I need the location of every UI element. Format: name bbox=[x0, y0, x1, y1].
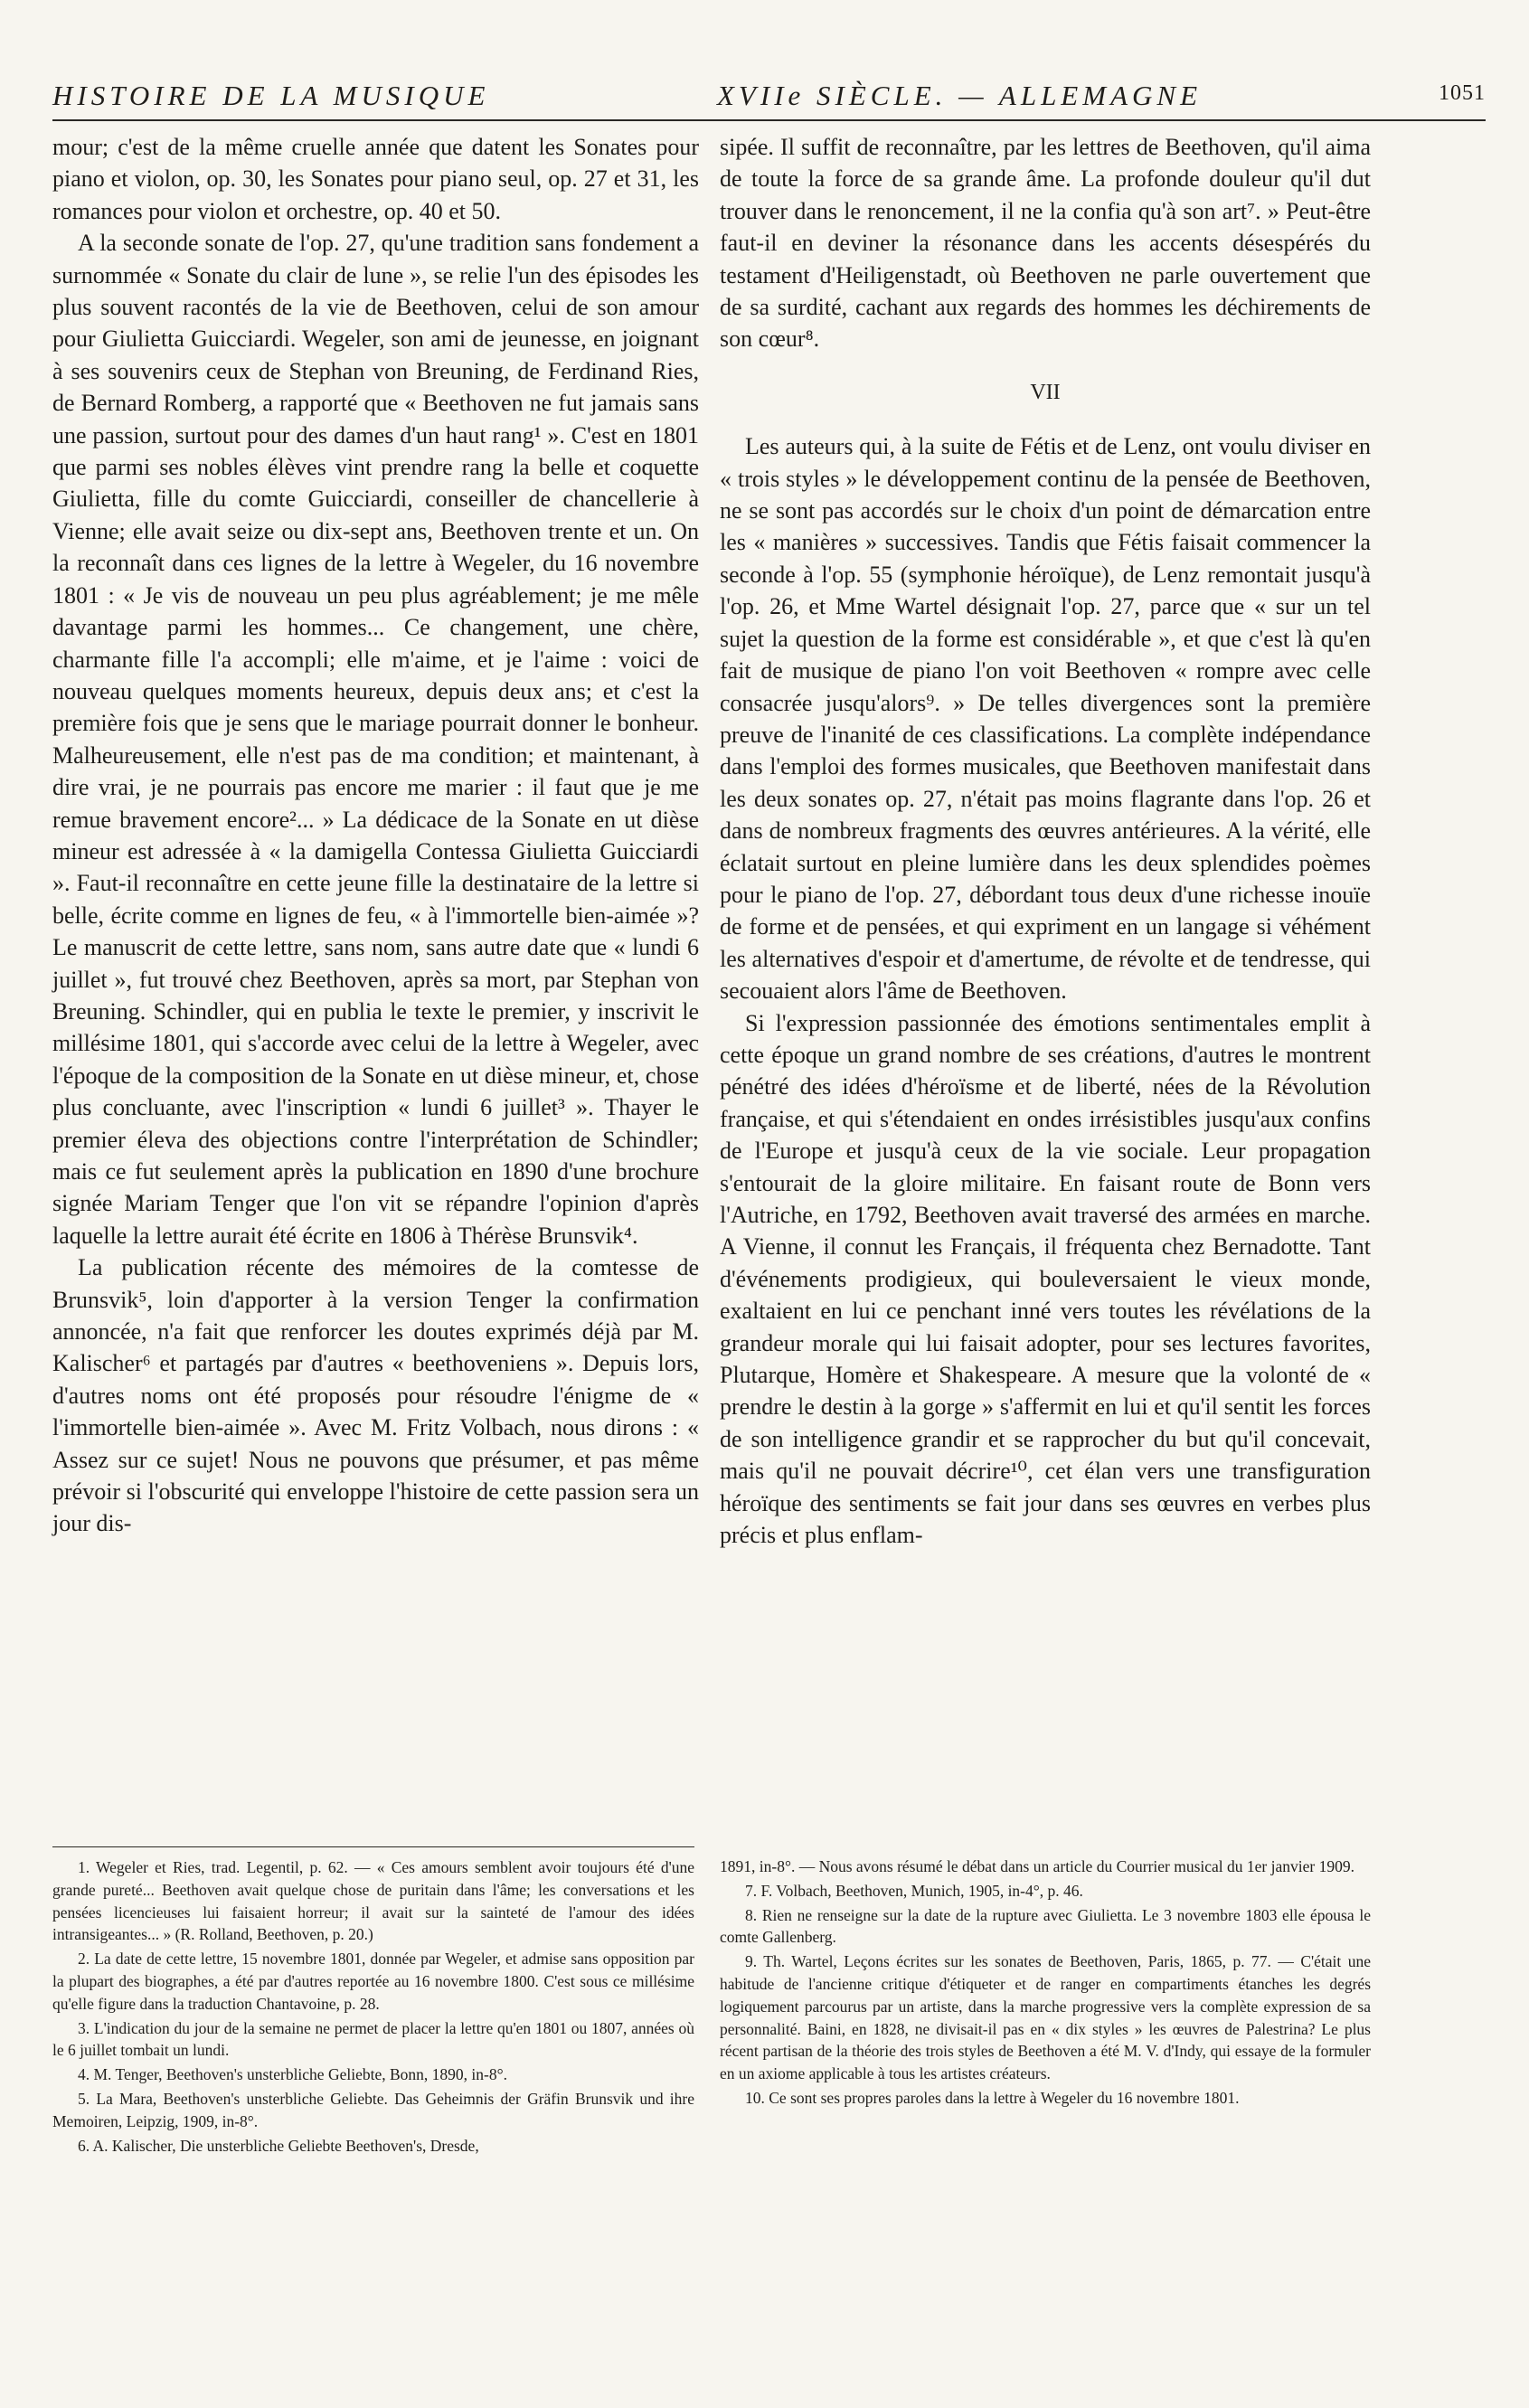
footnote: 2. La date de cette lettre, 15 novembre 1801, donnée par Wegeler, et admise sans opposition par la plupart des biographes, a été par d'autres reportée au 16 novembre 1800. C'est sous ce millésime qu'elle figure dans la traduction Chantavoine, p. 28. bbox=[52, 1950, 694, 2013]
paragraph: sipée. Il suffit de reconnaître, par les lettres de Beethoven, qu'il aima de toute la force de sa grande âme. La profonde douleur qu'il dut trouver dans le renoncement, il ne la confia qu'à son art⁷. » Peut-être faut-il en deviner la résonance dans les accents désespérés du testament d'Heiligenstadt, où Beethoven ne parle ouvertement que de sa surdité, cachant aux regards des hommes les déchirements de son cœur⁸. bbox=[720, 134, 1371, 353]
header-title-right: XVIIe SIÈCLE. — ALLEMAGNE bbox=[717, 80, 1203, 111]
footnote: 10. Ce sont ses propres paroles dans la lettre à Wegeler du 16 novembre 1801. bbox=[745, 2088, 1240, 2107]
footnote: 8. Rien ne renseigne sur la date de la rupture avec Giulietta. Le 3 novembre 1803 elle épousa le comte Gallenberg. bbox=[720, 1905, 1371, 1947]
paragraph: mour; c'est de la même cruelle année que datent les Sonates pour piano et violon, op. 30, les Sonates pour piano seul, op. 27 et 31, les romances pour violon et orchestre, op. 40 et 50. bbox=[52, 134, 699, 224]
left-text-column bbox=[52, 131, 699, 1540]
footnotes-right bbox=[720, 1846, 1371, 2111]
running-header bbox=[52, 76, 1486, 121]
paragraph: Si l'expression passionnée des émotions sentimentales emplit à cette époque un grand nombre de ses créations, d'autres le montrent pénétré des idées d'héroïsme et de liberté, nées de la Révolution française, et qui s'étendaient en ondes irrésistibles jusqu'aux confins de l'Europe et jusqu'à ceux de la vie sociale. Leur propagation s'entourait de la gloire militaire. En faisant route de Bonn vers l'Autriche, en 1792, Beethoven avait traversé des armées en marche. A Vienne, il connut les Français, il fréquenta chez Bernadotte. Tant d'événements prodigieux, qui bouleversaient le vieux monde, exaltaient en lui ce penchant inné vers toutes les révélations de la grandeur morale qui lui faisait adopter, pour ses lectures favorites, Plutarque, Homère et Shakespeare. A mesure que la volonté de « prendre le destin à la gorge » s'affermit en lui et qu'il sentit les forces de son intelligence grandir et se rapprocher du but qu'il concevait, mais qu'il ne pouvait décrire¹⁰, cet élan vers une transfiguration héroïque des sentiments se fait jour dans ses œuvres en verbes plus précis et plus enflam- bbox=[720, 1009, 1371, 1549]
footnote: 1. Wegeler et Ries, trad. Legentil, p. 62. — « Ces amours semblent avoir toujours été d'une grande pureté... Beethoven avait quelque chose de puritain dans l'âme; les conversations et les pensées licencieuses lui faisaient horreur; il avait sur la sainteté de l'amour des idées intransigeantes... » (R. Rolland, Beethoven, p. 20.) bbox=[52, 1858, 694, 1944]
paragraph: A la seconde sonate de l'op. 27, qu'une tradition sans fondement a surnommée « Sonate du clair de lune », se relie l'un des épisodes les plus souvent racontés de la vie de Beethoven, celui de son amour pour Giulietta Guicciardi. Wegeler, son ami de jeunesse, en joignant à ses souvenirs ceux de Stephan von Breuning, de Ferdinand Ries, de Bernard Romberg, a rapporté que « Beethoven ne fut jamais sans une passion, surtout pour des dames d'un haut rang¹ ». C'est en 1801 que parmi ses nobles élèves vint prendre rang la belle et coquette Giulietta, fille du comte Guicciardi, conseiller de chancellerie à Vienne; elle avait seize ou dix-sept ans, Beethoven trente et un. On la reconnaît dans ces lignes de la lettre à Wegeler, du 16 novembre 1801 : « Je vis de nouveau un peu plus agréablement; je me mêle davantage parmi les hommes... Ce changement, une chère, charmante fille l'a accompli; elle m'aime, et je l'aime : voici de nouveau quelques moments heureux, depuis deux ans; et c'est la première fois que je sens que le mariage pourrait donner le bonheur. Malheureusement, elle n'est pas de ma condition; et maintenant, à dire vrai, je ne pourrais pas encore me marier : il faut que je me remue bravement encore²... » La dédicace de la Sonate en ut dièse mineur est adressée à « la damigella Contessa Giulietta Guicciardi ». Faut-il reconnaître en cette jeune fille la destinataire de la lettre si belle, écrite comme en lignes de feu, « à l'immortelle bien-aimée »? Le manuscrit de cette lettre, sans nom, sans autre date que « lundi 6 juillet », fut trouvé chez Beethoven, après sa mort, par Stephan von Breuning. Schindler, qui en publia le texte le premier, y inscrivit le millésime 1801, qui s'accorde avec celui de la lettre à Wegeler, avec l'époque de la composition de la Sonate en ut dièse mineur, et, chose plus concluante, avec l'inscription « lundi 6 juillet³ ». Thayer le premier éleva des objections contre l'interprétation de Schindler; mais ce fut seulement après la publication en 1890 d'une brochure signée Mariam Tenger que l'on vit se répandre l'opinion d'après laquelle la lettre aurait été écrite en 1806 à Thérèse Brunsvik⁴. bbox=[52, 230, 699, 1249]
footnote: 6. A. Kalischer, Die unsterbliche Geliebte Beethoven's, Dresde, bbox=[78, 2136, 479, 2155]
footnote: 4. M. Tenger, Beethoven's unsterbliche Geliebte, Bonn, 1890, in-8°. bbox=[78, 2065, 507, 2084]
right-text-column bbox=[720, 131, 1371, 1551]
footnotes-left bbox=[52, 1846, 694, 2158]
footnote: 3. L'indication du jour de la semaine ne permet de placer la lettre qu'en 1801 ou 1807, années où le 6 juillet tombait un lundi. bbox=[52, 2018, 694, 2060]
paragraph: Les auteurs qui, à la suite de Fétis et de Lenz, ont voulu diviser en « trois styles » le développement continu de la pensée de Beethoven, ne se sont pas accordés sur le choix d'un point de démarcation entre les « manières » successives. Tandis que Fétis faisait commencer la seconde à l'op. 55 (symphonie héroïque), de Lenz remontait jusqu'à l'op. 26, et Mme Wartel désignait l'op. 27, parce que « sur un tel sujet la question de la forme est considérable », et que c'est là qu'en fait de musique de piano l'on voit Beethoven « rompre avec celle consacrée jusqu'alors⁹. » De telles divergences sont la première preuve de l'inanité de ces classifications. La complète indépendance dans l'emploi des formes musicales, que Beethoven manifestait dans les deux sonates op. 27, n'était pas moins flagrante dans l'op. 26 et dans de nombreux fragments des œuvres antérieures. A la vérité, elle éclatait surtout en pleine lumière dans les deux splendides poèmes pour le piano de l'op. 27, débordant tous deux d'une richesse inouïe de forme et de pensées, et qui expriment en un langage si véhément les alternatives d'espoir et d'amertume, de révolte et de tendresse, qui secouaient alors l'âme de Beethoven. bbox=[720, 433, 1371, 1005]
footnote: 5. La Mara, Beethoven's unsterbliche Geliebte. Das Geheimnis der Gräfin Brunsvik und ihre Memoiren, Leipzig, 1909, in-8°. bbox=[52, 2089, 694, 2130]
header-title-left: HISTOIRE DE LA MUSIQUE bbox=[52, 80, 490, 111]
footnote: 7. F. Volbach, Beethoven, Munich, 1905, in-4°, p. 46. bbox=[745, 1881, 1083, 1900]
footnote: 1891, in-8°. — Nous avons résumé le débat dans un article du Courrier musical du 1er janvier 1909. bbox=[720, 1857, 1354, 1875]
section-number: VII bbox=[1030, 380, 1061, 404]
page-number: 1051 bbox=[1439, 81, 1486, 105]
paragraph: La publication récente des mémoires de la comtesse de Brunsvik⁵, loin d'apporter à la version Tenger la confirmation annoncée, n'a fait que renforcer les doutes exprimés déjà par M. Kalischer⁶ et partagés par d'autres « beethoveniens ». Depuis lors, d'autres noms ont été proposés pour résoudre l'énigme de « l'immortelle bien-aimée ». Avec M. Fritz Volbach, nous dirons : « Assez sur ce sujet! Nous ne pouvons que présumer, et pas même prévoir si l'obscurité qui enveloppe l'histoire de cette passion sera un jour dis- bbox=[52, 1254, 699, 1537]
footnote: 9. Th. Wartel, Leçons écrites sur les sonates de Beethoven, Paris, 1865, p. 77. — C'était une habitude de l'ancienne critique d'étiqueter et de ranger en compartiments étanches les degrés logiquement parcourus par un artiste, dans la marche progressive vers la complète expression de sa personnalité. Baini, en 1828, ne divisait-il pas en « dix styles » les œuvres de Palestrina? Le plus récent partisan de la théorie des trois styles de Beethoven a été M. V. d'Indy, qui essaye de la formuler en un axiome applicable à tous les artistes créateurs. bbox=[720, 1952, 1371, 2083]
